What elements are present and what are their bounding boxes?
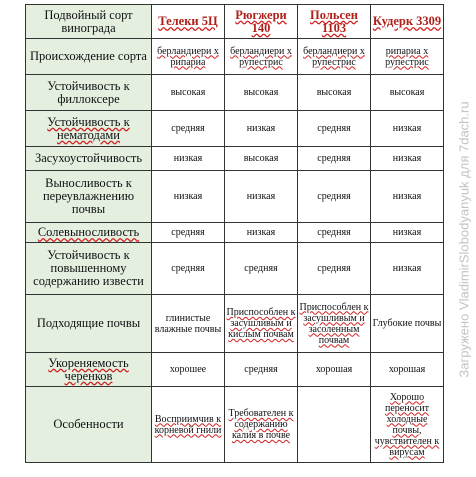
table-row [26, 353, 444, 387]
table-cell: высокая [371, 75, 444, 111]
table-cell: средняя [298, 243, 371, 295]
table-cell: глинистые влажные почвы [152, 295, 225, 353]
table-cell: средняя [298, 147, 371, 171]
header-sort-polsen: Польсен 1103 [298, 5, 371, 39]
table-cell: хорошее [152, 353, 225, 387]
header-corner-cell [26, 5, 152, 39]
table-cell: берландиери х рипариа [152, 39, 225, 75]
table-cell: средняя [152, 243, 225, 295]
table-cell: высокая [152, 75, 225, 111]
table-cell: Приспособлен к засушливым и кислым почвам [225, 295, 298, 353]
header-sort-ryugzheri: Рюгжери 140 [225, 5, 298, 39]
table-row [26, 111, 444, 147]
row-label: Особенности [26, 387, 152, 463]
table-cell: высокая [225, 147, 298, 171]
table-cell: средняя [298, 111, 371, 147]
table-cell: Восприимчив к корневой гнили [152, 387, 225, 463]
row-label: Выносливость к переувлажнению почвы [26, 171, 152, 223]
table-cell: низкая [371, 147, 444, 171]
header-sort-kuderk: Кудерк 3309 [371, 5, 444, 39]
table-cell: рипариа х рупестрис [371, 39, 444, 75]
table-cell: Требователен к содержанию калия в почве [225, 387, 298, 463]
watermark-text: Загружено VladimirSlobodyanyuk для 7dach.ru [456, 100, 472, 378]
table-cell: Приспособлен к засушливым и засоленным почвам [298, 295, 371, 353]
table-row [26, 39, 444, 75]
rootstock-table [25, 4, 444, 463]
row-label: Устойчивость к повышенному содержанию извести [26, 243, 152, 295]
table-row [26, 295, 444, 353]
row-label: Происхождение сорта [26, 39, 152, 75]
table-cell: средняя [225, 353, 298, 387]
table-cell: средняя [298, 171, 371, 223]
header-row [26, 5, 444, 39]
table-cell: низкая [371, 171, 444, 223]
row-label: Солевыносливость [26, 223, 152, 243]
row-label: Засухоустойчивость [26, 147, 152, 171]
table-cell: низкая [225, 111, 298, 147]
table-cell: средняя [152, 111, 225, 147]
table-cell: низкая [371, 243, 444, 295]
row-label: Укореняемость черенков [26, 353, 152, 387]
document-page [25, 4, 443, 464]
table-cell: Хорошо переносит холодные почвы, чувствителен к вирусам [371, 387, 444, 463]
row-label: Устойчивость к филлоксере [26, 75, 152, 111]
table-cell: низкая [152, 171, 225, 223]
table-row [26, 387, 444, 463]
table-cell: низкая [371, 223, 444, 243]
table-cell: средняя [152, 223, 225, 243]
watermark [453, 8, 475, 470]
table-cell: низкая [225, 171, 298, 223]
header-sort-teleki: Телеки 5Ц [152, 5, 225, 39]
row-label: Подходящие почвы [26, 295, 152, 353]
table-cell: низкая [225, 223, 298, 243]
table-cell: высокая [225, 75, 298, 111]
table-cell [298, 387, 371, 463]
table-cell: средняя [225, 243, 298, 295]
table-cell: берландиери х рупестрис [225, 39, 298, 75]
table-cell: Глубокие почвы [371, 295, 444, 353]
table-cell: низкая [371, 111, 444, 147]
table-cell: берландиери х рупестрис [298, 39, 371, 75]
table-row [26, 171, 444, 223]
table-row [26, 75, 444, 111]
row-label: Устойчивость к нематодами [26, 111, 152, 147]
table-cell: хорошая [371, 353, 444, 387]
table-cell: высокая [298, 75, 371, 111]
table-row [26, 223, 444, 243]
table-cell: хорошая [298, 353, 371, 387]
header-corner-text: Подвойный сорт винограда [44, 7, 133, 35]
table-row [26, 243, 444, 295]
table-cell: средняя [298, 223, 371, 243]
table-cell: низкая [152, 147, 225, 171]
table-row [26, 147, 444, 171]
